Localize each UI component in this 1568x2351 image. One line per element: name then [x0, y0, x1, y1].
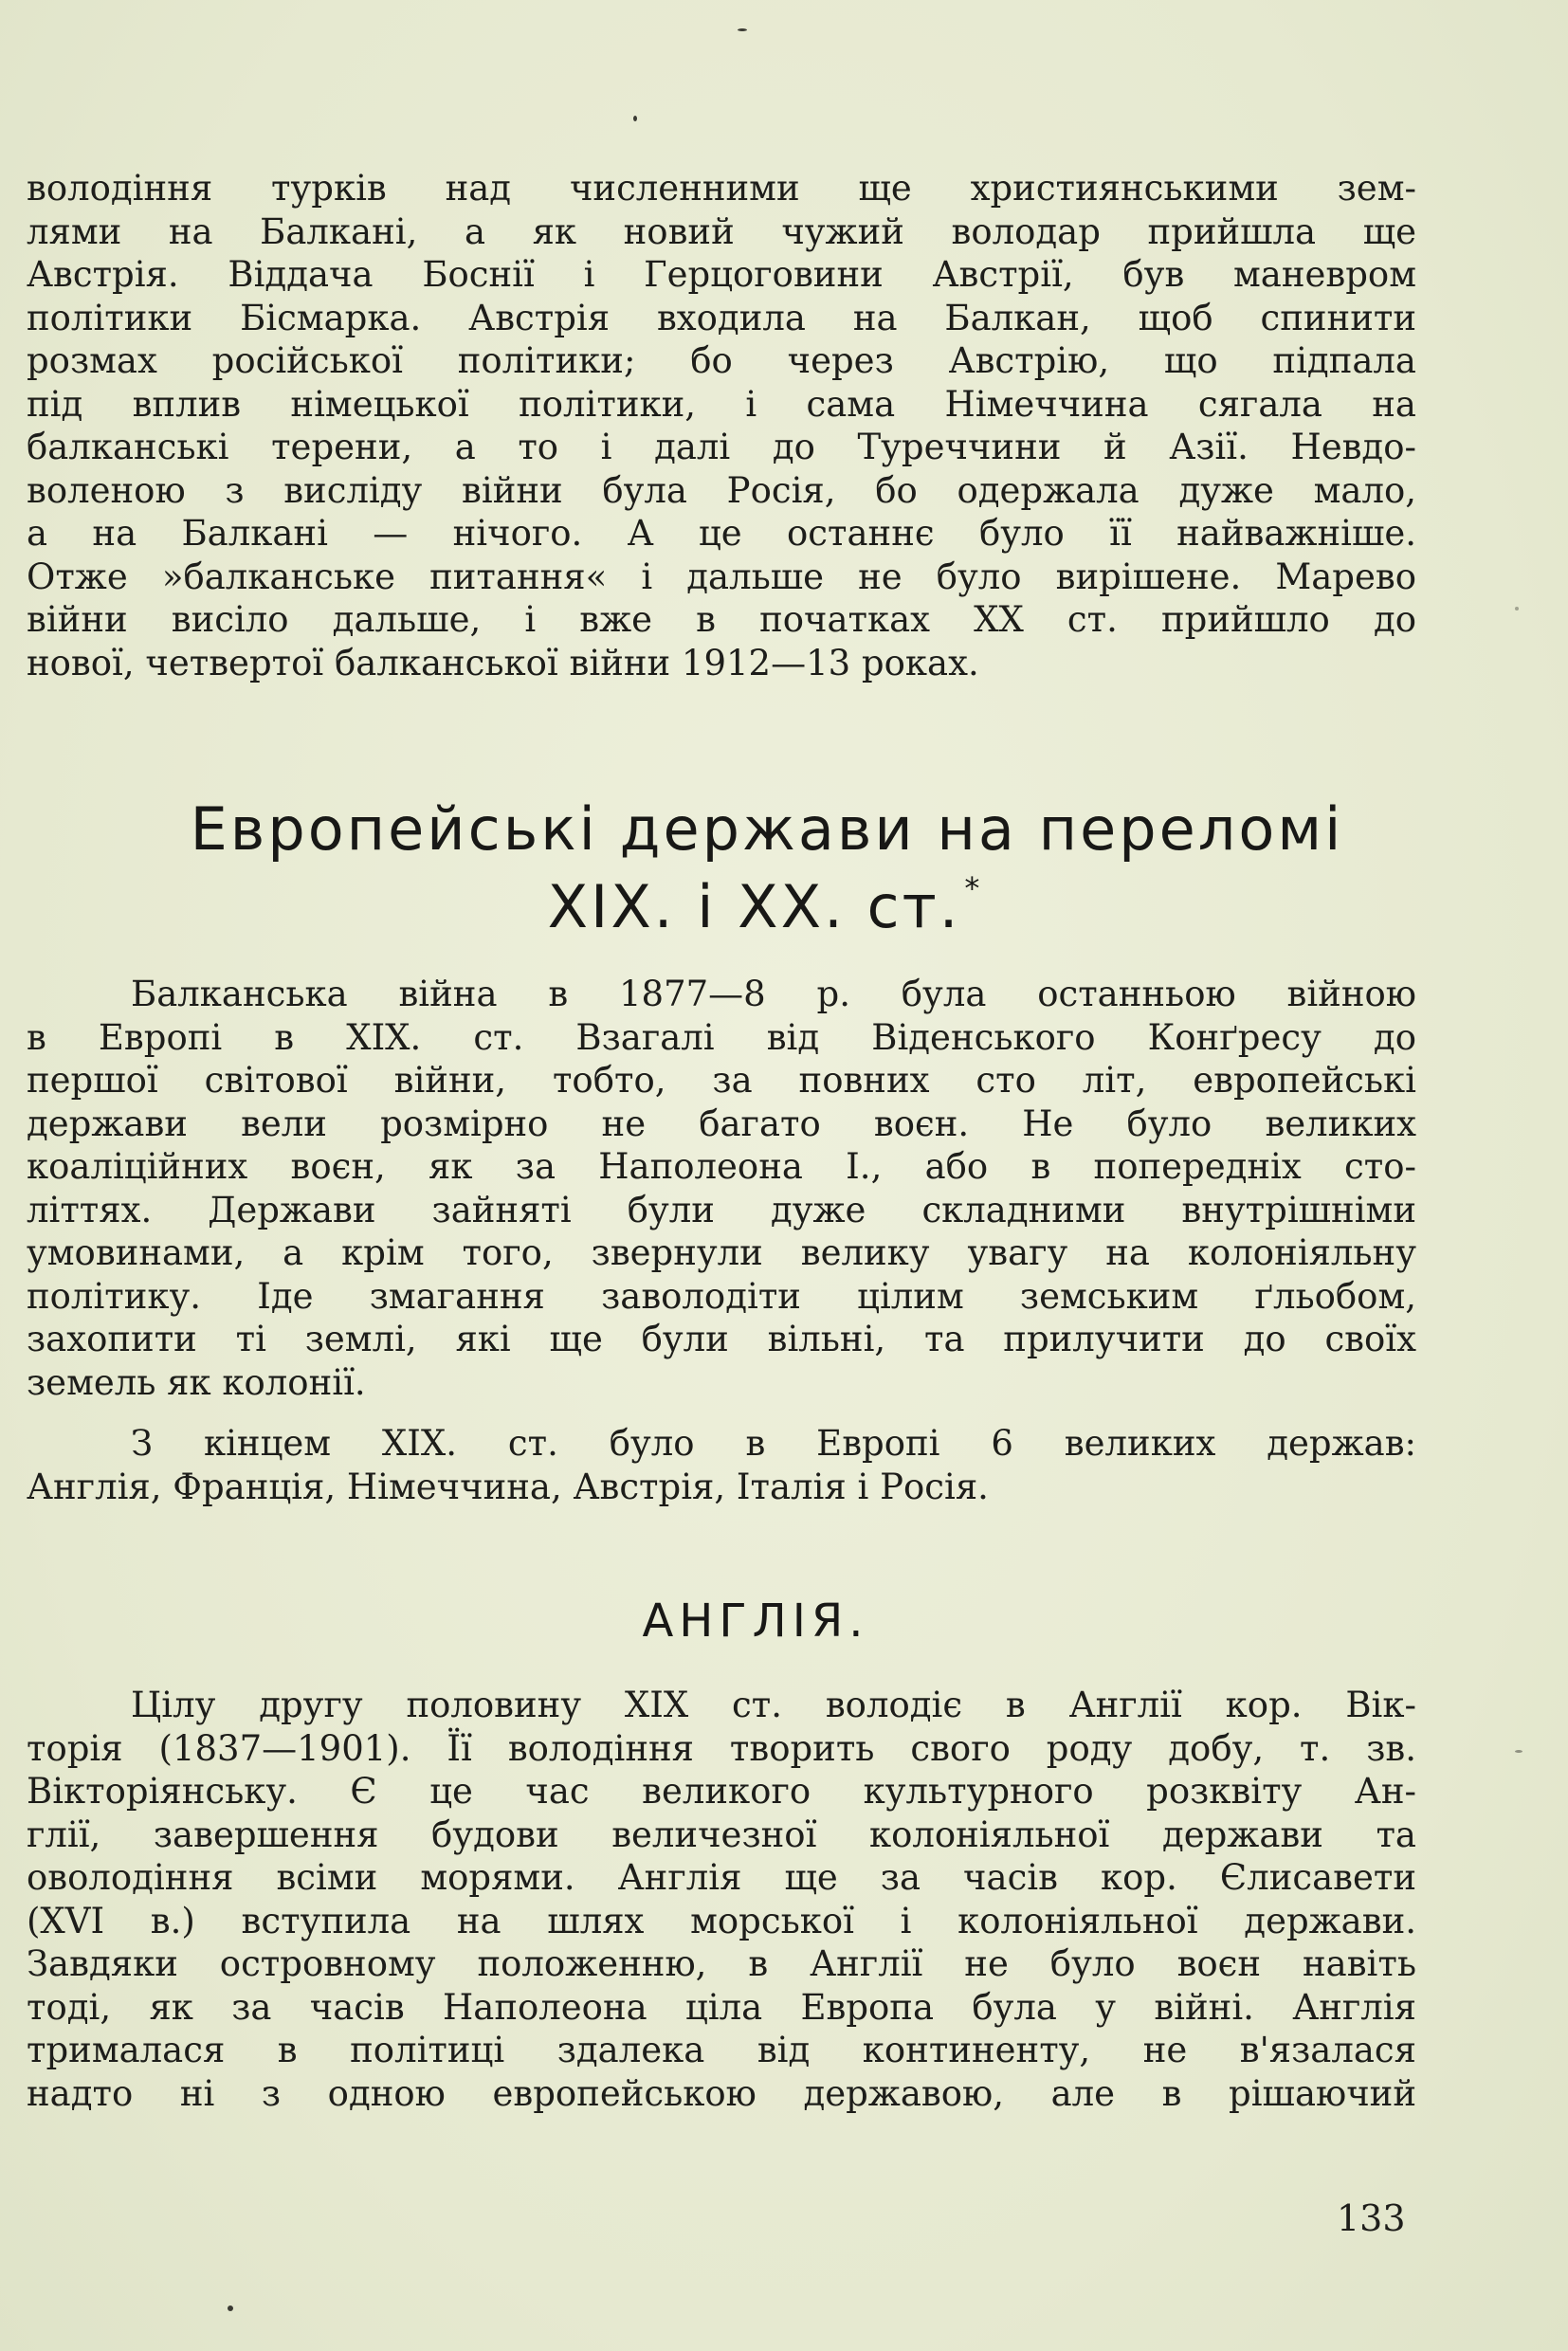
text-line: захопити ті землі, які ще були вільні, та прилучити до своїх — [27, 1319, 1416, 1359]
footnote-mark: * — [964, 870, 983, 907]
paper-speck — [1515, 607, 1519, 611]
text-line: умовинами, а крім того, звернули велику увагу на колоніяльну — [27, 1232, 1416, 1273]
text-line: політики Бісмарка. Австрія входила на Балкан, щоб спинити — [27, 297, 1416, 338]
text-line: нової, четвертої балканської війни 1912—13 роках. — [27, 642, 979, 683]
paper-speck — [738, 28, 747, 31]
text-line: коаліційних воєн, як за Наполеона І., або в попередніх сто- — [27, 1146, 1416, 1187]
text-line: трималася в політиці здалека від континенту, не в'язалася — [27, 2030, 1416, 2070]
paragraph-2 — [27, 973, 1416, 1404]
paper-speck — [1515, 1750, 1522, 1753]
chapter-title-text: XIX. і XX. ст. — [547, 872, 961, 941]
text-line: земель як колонії. — [27, 1361, 366, 1403]
chapter-title-line-1: Европейські держави на переломі — [190, 794, 1344, 864]
text-line: Вікторіянську. Є це час великого культурного розквіту Ан- — [27, 1771, 1416, 1812]
paper-speck — [228, 2305, 233, 2311]
text-line: Завдяки островному положенню, в Англії не було воєн навіть — [27, 1943, 1416, 1984]
text-line: під вплив німецької політики, і сама Німеччина сягала на — [27, 383, 1416, 425]
text-line: Отже »балканське питання« і дальше не було вирішене. Марево — [27, 556, 1416, 597]
text-line: лями на Балкані, а як новий чужий володар прийшла ще — [27, 210, 1416, 252]
text-line: політику. Іде змагання заволодіти цілим земським ґльобом, — [27, 1275, 1416, 1317]
paragraph-1 — [27, 167, 1416, 684]
section-title-england: АНГЛІЯ. — [642, 1595, 869, 1648]
text-line: війни висіло дальше, і вже в початках XX ст. прийшло до — [27, 599, 1416, 640]
text-line: торія (1837—1901). Її володіння творить свого роду добу, т. зв. — [27, 1727, 1416, 1769]
text-line: оволодіння всіми морями. Англія ще за часів кор. Єлисавети — [27, 1857, 1416, 1898]
text-line: Англія, Франція, Німеччина, Австрія, Італія і Росія. — [27, 1466, 989, 1507]
text-line: Австрія. Віддача Боснії і Герцоговини Австрії, був маневром — [27, 254, 1416, 295]
text-line: першої світової війни, тобто, за повних сто літ, европейські — [27, 1060, 1416, 1101]
text-line: надто ні з одною европейською державою, але в рішаючий — [27, 2072, 1416, 2114]
text-line: З кінцем XIX. ст. було в Европі 6 великих держав: — [131, 1423, 1416, 1464]
paragraph-4 — [27, 1684, 1416, 2115]
text-line: держави вели розмірно не багато воєн. Не було великих — [27, 1103, 1416, 1144]
text-line: літтях. Держави зайняті були дуже складними внутрішніми — [27, 1189, 1416, 1230]
text-line: Цілу другу половину XIX ст. володіє в Англії кор. Вік- — [131, 1685, 1416, 1725]
chapter-title-line-2 — [0, 872, 1549, 941]
text-line: Балканська війна в 1877—8 р. була останньою війною — [131, 974, 1416, 1014]
text-line: а на Балкані — нічого. А це останнє було її найважніше. — [27, 513, 1416, 554]
text-line: (XVI в.) вступила на шлях морської і колоніяльної держави. — [27, 1900, 1416, 1941]
text-line: глії, завершення будови величезної колоніяльної держави та — [27, 1813, 1416, 1855]
paragraph-3 — [27, 1422, 1416, 1508]
text-line: балканські терени, а то і далі до Туреччини й Азії. Невдо- — [27, 427, 1416, 467]
text-line: тоді, як за часів Наполеона ціла Европа була у війні. Англія — [27, 1986, 1416, 2028]
paper-speck — [633, 116, 637, 121]
page-number: 133 — [1337, 2197, 1406, 2239]
text-line: воленою з висліду війни була Росія, бо одержала дуже мало, — [27, 469, 1416, 511]
text-line: володіння турків над численними ще християнськими зем- — [27, 168, 1416, 209]
text-line: розмах російської політики; бо через Австрію, що підпала — [27, 340, 1416, 381]
text-line: в Европі в XIX. ст. Взагалі від Віденського Конґресу до — [27, 1016, 1416, 1058]
